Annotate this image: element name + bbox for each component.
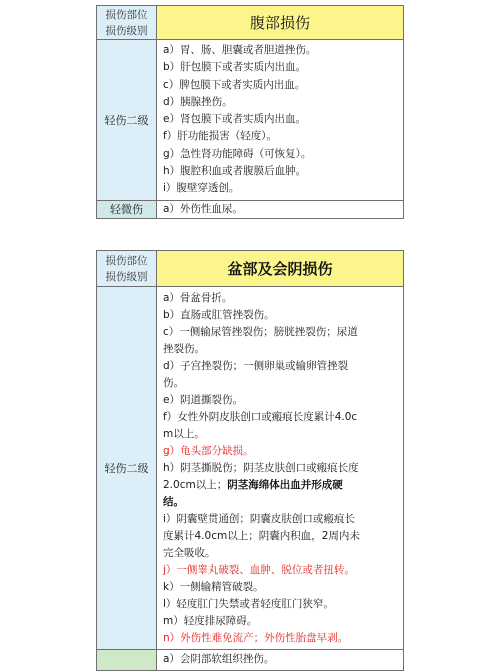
list-item: m）轻度排尿障碍。 [163,615,258,627]
header-label-line1: 损伤部位 [105,254,148,267]
grade-label: 轻伤二级 [97,287,157,649]
grade-row-slight-injury [97,650,403,670]
list-item: 伤。 [163,377,184,389]
table-title: 腹部损伤 [157,6,403,39]
header-label-cell [97,6,157,39]
list-item: k）一侧输精管破裂。 [163,581,264,593]
list-item-bold-part: 阴茎海绵体出血并形成硬 [227,479,343,491]
grade-label: 轻伤二级 [97,40,157,200]
injury-items [157,40,403,200]
list-item: h）腹腔积血或者腹膜后血肿。 [163,165,307,178]
list-item: g）急性肾功能障碍（可恢复）。 [163,147,312,160]
abdominal-injury-table [96,5,404,219]
header-label-cell [97,251,157,286]
header-label-line2: 损伤级别 [105,270,148,283]
list-item: 挫裂伤。 [163,343,205,355]
list-item: c）脾包膜下或者实质内出血。 [163,78,306,91]
list-item-part: 2.0cm以上； [163,479,228,491]
list-item: e）阴道撕裂伤。 [163,394,243,406]
list-item: m以上。 [163,428,205,440]
list-item: i）腹壁穿透创。 [163,182,240,195]
list-item: 度累计4.0cm以上；阴囊内积血，2周内未 [163,530,360,542]
list-item: f）女性外阴皮肤创口或瘢痕长度累计4.0c [163,411,358,423]
grade-row-minor-injury-2 [97,287,403,650]
table-header-row [97,6,403,40]
list-item: b）肝包膜下或者实质内出血。 [163,61,307,74]
table-title: 盆部及会阴损伤 [157,251,403,286]
injury-items [157,287,403,649]
list-item: i）阴囊壁贯通创；阴囊皮肤创口或瘢痕长 [163,513,355,525]
grade-row-minor-injury-2 [97,40,403,201]
injury-items [157,201,403,218]
list-item: b）直肠或肛管挫裂伤。 [163,309,275,321]
grade-label [97,650,157,670]
list-item: n）外伤性难免流产；外伤性胎盘早剥。 [163,632,349,644]
list-item [163,477,397,494]
list-item: l）轻度肛门失禁或者轻度肛门狭窄。 [163,598,334,610]
list-item: g）龟头部分缺损。 [163,445,254,457]
list-item: a）骨盆骨折。 [163,292,233,304]
header-label-line1: 损伤部位 [105,8,148,21]
list-item: d）胰腺挫伤。 [163,95,233,108]
injury-items [157,650,403,670]
grade-row-slight-injury [97,201,403,218]
pelvic-perineal-injury-table [96,250,404,671]
list-item: 结。 [163,496,184,508]
list-item: c）一侧输尿管挫裂伤；膀胱挫裂伤；尿道 [163,326,358,338]
list-item: a）会阴部软组织挫伤。 [163,653,275,665]
table-header-row [97,251,403,287]
list-item: a）外伤性血尿。 [163,202,243,215]
list-item: 完全吸收。 [163,547,216,559]
list-item: f）肝功能损害（轻度）。 [163,130,277,143]
list-item: a）胃、肠、胆囊或者胆道挫伤。 [163,44,317,56]
grade-label: 轻微伤 [97,201,157,218]
header-label-line2: 损伤级别 [105,24,148,37]
list-item: d）子宫挫裂伤；一侧卵巢或输卵管挫裂 [163,360,349,372]
list-item: j）一侧睾丸破裂、血肿、脱位或者扭转。 [163,564,355,576]
list-item: h）阴茎撕脱伤；阴茎皮肤创口或瘢痕长度 [163,462,359,474]
list-item: e）肾包膜下或者实质内出血。 [163,113,306,126]
